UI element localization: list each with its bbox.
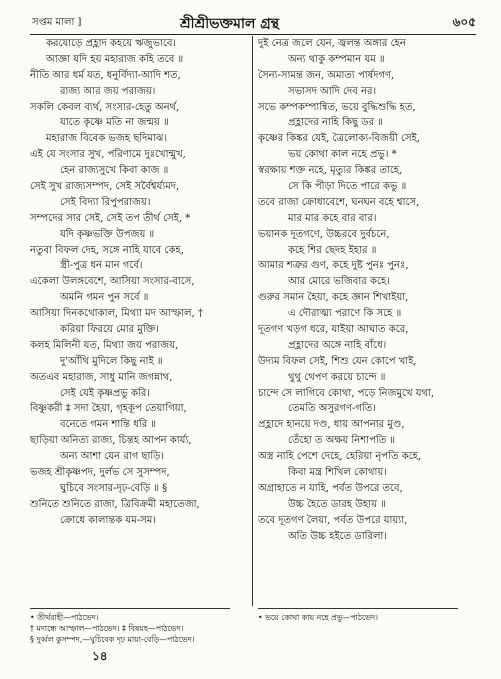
- footnote: § দুর্ব্বল কুসম্পদ,—ঘুচিবেক দৃঢ় মায়া-বেড়ি—পাঠভেদ।: [30, 635, 195, 644]
- verse-line: চান্দে সে লাগিবে কোথা, পড়ে নিজমুখে যথা,: [258, 387, 435, 399]
- verse-line: থুথু থেপণ করয়ে চান্দে ॥: [288, 371, 386, 383]
- verse-line: ছাড়িয়া অনিত্য রাজ্য, চিন্তহ আপন কার্য্য,: [30, 435, 192, 447]
- verse-line: কলহ মিলিনী যত, মিথ্যা জয় পরাজয়,: [30, 339, 179, 351]
- verse-line: দু'আঁথি মুদিলে কিছু নাই ॥: [60, 355, 163, 367]
- footnotes-right: [258, 612, 476, 623]
- verse-line: প্রহ্লাদের নাহি কিছু ডর ॥: [288, 117, 383, 129]
- verse-line: মহারাজ বিবেক ভজহ ছদিমাঝ।: [46, 133, 168, 145]
- running-header: [30, 12, 476, 35]
- verse-line: ভয়ানক দূতগণে, উচ্চরবে দুর্বচনে,: [258, 228, 390, 240]
- verse-line: কিবা মন্ত্র শিখিল কোথায়।: [288, 467, 387, 479]
- verse-line: করিয়া ফিরয়ে মোর মুক্তি।: [60, 324, 159, 336]
- verse-line: রাজ্য আর জয় পরাজয়।: [60, 85, 156, 97]
- verse-line: স্বরক্ষায় শক্ত নহে, মৃত্যুর কিঙ্কর তাহে,: [258, 165, 403, 177]
- verse-line: অন্য থাকু কম্পমান যম ॥: [288, 53, 385, 65]
- verse-line: দূতগণ খড়গ ধরে, যাইয়া আঘাত করে,: [258, 324, 409, 336]
- verse-line: এ দৌরাত্ম্য পরাণে কি সহে ॥: [288, 308, 402, 320]
- verse-line: যদি কৃষ্ণভক্তি উপজয় ॥: [60, 228, 155, 240]
- header-book-title: শ্রীশ্রীভক্তমাল গ্রন্থ: [180, 16, 280, 32]
- verse-line: যাতে কৃষ্ণে মতি না জন্ময় ॥: [60, 117, 169, 129]
- verse-line: কহে শির ছেদহ ইহার ॥: [288, 244, 377, 256]
- verse-line: একেলা উলঙ্গবেশে, আসিয়া সংসার-বাসে,: [30, 276, 195, 288]
- page: [30, 12, 476, 662]
- verse-line: অতি উচ্চ হইতে ডারিলা।: [288, 530, 387, 542]
- verse-line: স্ত্রী-পুত্র ধন মান গর্বে।: [60, 260, 143, 272]
- verse-line: করযোড়ে প্রহ্লাদ কহয়ে ঋজুভাবে।: [46, 38, 177, 49]
- verse-line: উদ্যম বিফল সেই, শিশু যেন কোপে খাই,: [258, 355, 417, 367]
- verse-line: উচ্চ হৈতে ডারহ উহায় ॥: [288, 498, 386, 510]
- footnote: • তীর্থরাহী—পাঠভেদ।: [30, 613, 99, 622]
- verse-line: তেঁহো ত অক্ষয় নিশাপতি ॥: [288, 435, 396, 447]
- verse-line: সেই সুখ রাজ্যসম্পদ, সেই সর্বৈশ্বর্য্যমদ,: [30, 181, 180, 193]
- verse-line: আজ্ঞা যদি হয় মহারাজ কহি তবে ॥: [46, 53, 184, 65]
- verse-line: প্রহ্লাদের অঙ্গে নাহি বাঁধে।: [288, 339, 387, 351]
- verse-line: প্রহ্লাদে হানয়ে দণ্ড, ধায় আপনার মুণ্ড,: [258, 419, 405, 431]
- verse-line: বিষ্ণুকরী ‡ সদা হৈয়া, গৃহকূপ তেয়াগিয়া,: [30, 403, 187, 415]
- verse-line: গুরুর সমান হৈয়া, কহে জ্ঞান শিখাইয়া,: [258, 292, 409, 304]
- verse-line: সেই যেই কৃষ্ণপ্রভু করি।: [60, 387, 150, 399]
- footnote: † মদান্ধে আস্ফাল—পাঠভেদ। ‡ বিষয়হ—পাঠভেদ।: [30, 624, 184, 633]
- verse-line: সভাসদ আদি দেব নর।: [288, 85, 377, 97]
- footnote-rule-right: [258, 608, 458, 609]
- verse-line: অতএব মহারাজ, সাধু মানি জগন্নাথ,: [30, 371, 173, 383]
- verse-line: নতুবা বিফল দেহ, সঙ্গে নাহি যাবে কেহ,: [30, 244, 184, 256]
- left-column: [30, 36, 248, 529]
- footnote-rule-left: [30, 608, 230, 609]
- verse-line: অন্য আশা যেন রাগ ছাড়ি।: [60, 451, 165, 463]
- verse-line: তেমতি অসুরগণ-গতি।: [288, 403, 376, 415]
- footnote: • ভয়ে কোথা কায় নহে প্রভু—পাঠভেদ।: [258, 613, 378, 622]
- verse-line: তবে রাজা ক্রোধাবেশে, ঘনঘন বহে শ্বাসে,: [258, 196, 420, 208]
- header-page-number: ৬০৫: [452, 15, 476, 29]
- header-section-label: সপ্তম মালা ]: [32, 17, 82, 28]
- verse-line: অগ্রাহাতে ন যাহি, পর্বত উপরে তবে,: [258, 482, 403, 494]
- verse-line: বনেতে গমন শান্তি ধরি ॥: [60, 419, 157, 431]
- verse-line: সেই বিদ্যা রিপুপরাজয়।: [60, 196, 151, 208]
- verse-line: অস্ত্র নাহি পেশে দেহে, হেরিয়া নৃপতি কহে,: [258, 451, 422, 463]
- verse-line: আমার শত্রুর গুণ, কহে দুষ্ট পুনঃ পুনঃ,: [258, 260, 409, 272]
- verse-line: সভে কম্পকম্পান্বিত, ভয়ে বুদ্ধিশুদ্ধি হত,: [258, 101, 416, 113]
- verse-line: মার মার কহে বার বার।: [288, 212, 377, 224]
- verse-line: আর মোরে ভজিবার কহে।: [288, 276, 390, 288]
- verse-line: ঘুচিবে সংসার-দৃঢ়-বেড়ি ॥ §: [60, 482, 168, 494]
- verse-line: কৃষ্ণের কিঙ্কর যেই, ত্রৈলোক্য-বিজয়ী সেই,: [258, 133, 420, 145]
- verse-line: সৈন্য-সামন্ত জন, অমাত্য পার্ষদগণ,: [258, 69, 395, 81]
- signature-number: ১৪: [92, 649, 108, 663]
- verse-line: সে কি পীড়া দিতে পারে কভু ॥: [288, 181, 407, 193]
- verse-line: ভজহ শ্রীকৃষ্ণপদ, দুর্লভ সে সুসম্পদ,: [30, 467, 170, 479]
- verse-line: আসিয়া দিনকথোকাল, মিথ্যা মদ আস্ফাল, †: [30, 308, 203, 320]
- column-divider: [252, 36, 253, 606]
- verse-line: ভয় কোথা কাল নহে প্রভু। *: [288, 149, 397, 161]
- verse-line: শুনিতে শুনিতে রাজা, ত্রিবিক্রমী মহাতেজা,: [30, 498, 200, 510]
- verse-line: এই যে সংসার সুখ, পরিণামে দুঃখোন্মুখ,: [30, 149, 186, 161]
- verse-line: তবে দূতগণ লৈয়া, পর্বত উপরে যায়্যা,: [258, 514, 408, 526]
- verse-line: দুই নেত্র জলে যেন, জ্বলন্ত অঙ্গার হেন: [258, 38, 406, 49]
- verse-line: সকলি কেবল ব্যর্থ, সংসার-হেতু অনর্থ,: [30, 101, 180, 113]
- verse-line: নীতি আর ধর্ম যত, ধনুর্বিদ্যা-আদি শত,: [30, 69, 181, 81]
- verse-line: সম্পদের সার সেই, সেই তপ তীর্থ সেই, *: [30, 212, 191, 224]
- footnotes-left: [30, 612, 248, 645]
- verse-line: অমনি গমন পুন সর্বে ॥: [60, 292, 149, 304]
- right-column: [258, 36, 476, 545]
- verse-line: ক্রোধে কালান্তক যম-সম।: [60, 514, 156, 526]
- verse-line: হেন রাজ্যসুখে কিবা কাজ ॥: [60, 165, 169, 177]
